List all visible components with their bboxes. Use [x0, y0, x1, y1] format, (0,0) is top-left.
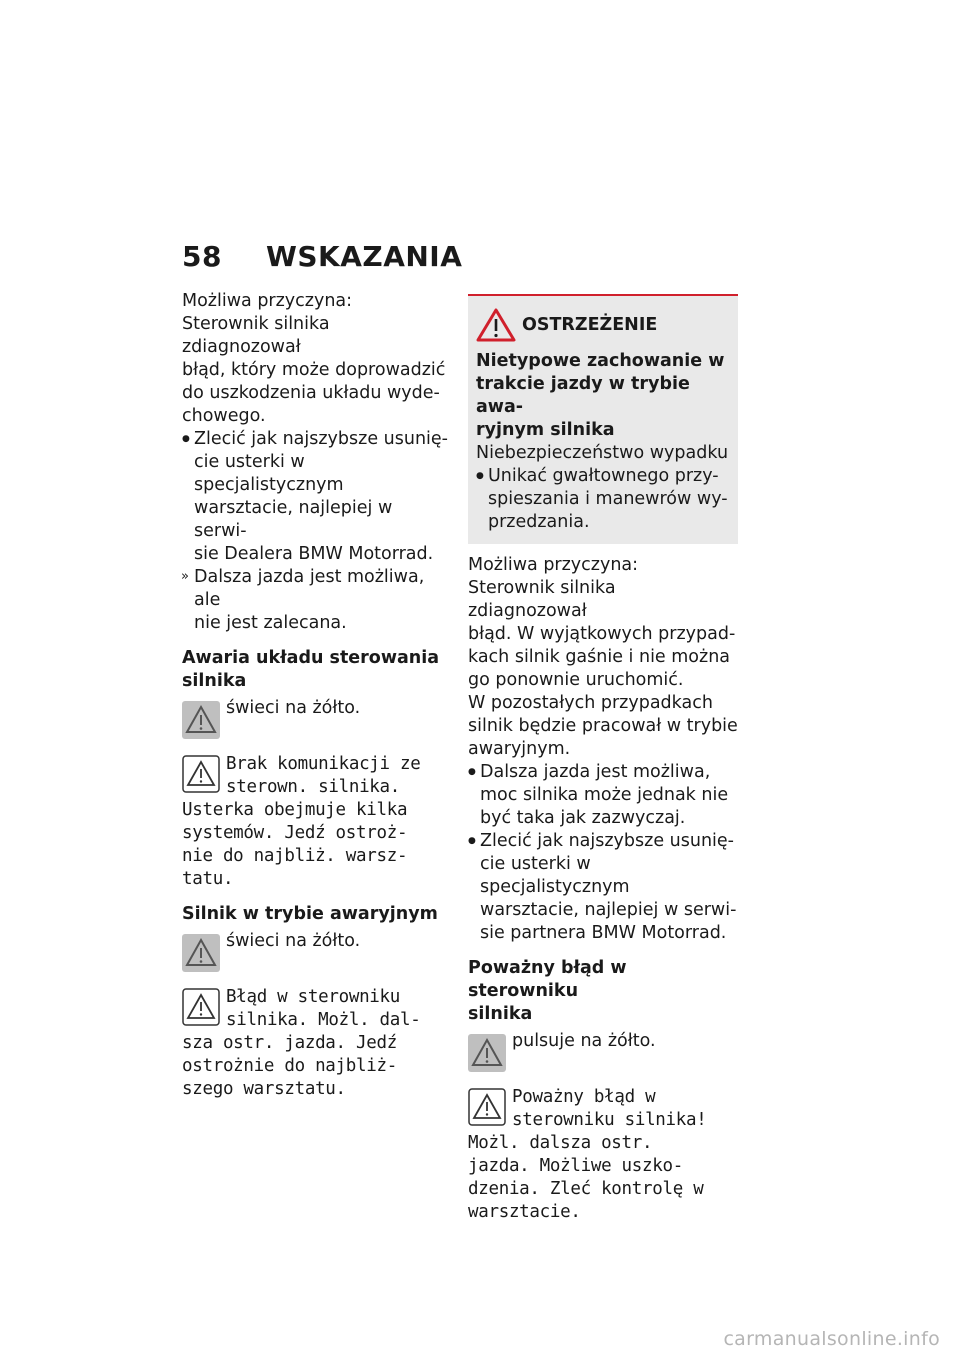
text-line: ● Unikać gwałtownego przy- — [488, 466, 719, 486]
text-line: być taka jak zazwyczaj. — [480, 808, 686, 828]
text-line: silnika — [468, 1004, 533, 1024]
right-column — [468, 294, 738, 1224]
text-line: Nietypowe zachowanie w — [476, 351, 725, 371]
text-line: Sterownik silnika zdiagnozował — [468, 578, 616, 621]
action-bullet — [468, 830, 738, 945]
text-line: błąd. W wyjątkowych przypad- — [468, 624, 736, 644]
warning-triangle-outline-icon — [182, 755, 220, 793]
text-line: warsztacie, najlepiej w serwi- — [480, 900, 737, 920]
section-heading — [468, 957, 738, 1026]
text-line: kach silnik gaśnie i nie można — [468, 647, 731, 667]
section-title: WSKAZANIA — [265, 240, 463, 273]
text-line: Sterownik silnika zdiagnozował — [182, 314, 330, 357]
indicator-lamp-row — [468, 1030, 738, 1072]
text-line: Błąd w sterowniku — [226, 987, 401, 1007]
action-bullet — [182, 428, 450, 566]
lamp-description: świeci na żółto. — [226, 698, 361, 718]
text-line: przedzania. — [488, 512, 590, 532]
cause-paragraph — [468, 554, 738, 761]
text-line: Możl. dalsza ostr. — [468, 1133, 653, 1153]
text-line: go ponownie uruchomić. — [468, 670, 684, 690]
text-line: dzenia. Zleć kontrolę w — [468, 1179, 704, 1199]
text-line: » Dalsza jazda jest możliwa, ale — [194, 567, 425, 610]
general-warning-lamp-icon — [182, 701, 220, 739]
text-line: systemów. Jedź ostroż- — [182, 823, 408, 843]
text-line: ● Dalsza jazda jest możliwa, — [480, 762, 711, 782]
warning-box — [468, 294, 738, 544]
indicator-lamp-row — [182, 930, 450, 972]
text-line: Możliwa przyczyna: — [182, 291, 353, 311]
red-warning-triangle-icon — [476, 308, 516, 342]
section-heading — [182, 647, 450, 693]
page-header — [182, 240, 462, 273]
text-line: silnika. Możl. dal- — [226, 1010, 421, 1030]
text-line: do uszkodzenia układu wyde- — [182, 383, 440, 403]
text-line: cie usterki w specjalistycznym — [194, 452, 344, 495]
text-line: błąd, który może doprowadzić — [182, 360, 446, 380]
text-line: nie jest zalecana. — [194, 613, 347, 633]
text-line: ostrożnie do najbliż- — [182, 1056, 397, 1076]
text-line: sie Dealera BMW Motorrad. — [194, 544, 434, 564]
text-line: nie do najbliż. warsz- — [182, 846, 408, 866]
left-column — [182, 290, 450, 1101]
page-number: 58 — [182, 240, 222, 273]
text-line: szego warsztatu. — [182, 1079, 346, 1099]
text-line: warsztacie. — [468, 1202, 581, 1222]
text-line: sie partnera BMW Motorrad. — [480, 923, 727, 943]
warning-bullet — [476, 465, 730, 534]
section-heading: Silnik w trybie awaryjnym — [182, 904, 438, 924]
action-bullet — [468, 761, 738, 830]
display-message — [182, 753, 450, 891]
text-line: tatu. — [182, 869, 234, 889]
display-message — [182, 986, 450, 1101]
text-line: awaryjnym. — [468, 739, 571, 759]
text-line: silnika — [182, 671, 247, 691]
warning-heading — [476, 350, 730, 442]
text-line: jazda. Możliwe uszko- — [468, 1156, 683, 1176]
text-line: ryjnym silnika — [476, 420, 615, 440]
text-line: sza ostr. jazda. Jedź — [182, 1033, 397, 1053]
general-warning-lamp-icon — [182, 934, 220, 972]
warning-triangle-outline-icon — [182, 988, 220, 1026]
text-line: sterown. silnika. — [226, 777, 401, 797]
text-line: sterowniku silnika! — [512, 1110, 707, 1130]
cause-paragraph — [182, 290, 450, 428]
watermark: carmanualsonline.info — [723, 1328, 940, 1350]
text-line: warsztacie, najlepiej w serwi- — [194, 498, 393, 541]
display-message — [468, 1086, 738, 1224]
warning-text: Niebezpieczeństwo wypadku — [476, 443, 729, 463]
text-line: trakcie jazdy w trybie awa- — [476, 374, 690, 417]
text-line: Brak komunikacji ze — [226, 754, 421, 774]
text-line: chowego. — [182, 406, 266, 426]
text-line: spieszania i manewrów wy- — [488, 489, 728, 509]
text-line: ● Zlecić jak najszybsze usunię- — [480, 831, 734, 851]
text-line: silnik będzie pracował w trybie — [468, 716, 738, 736]
lamp-description: pulsuje na żółto. — [512, 1031, 656, 1051]
indicator-lamp-row — [182, 697, 450, 739]
text-line: Poważny błąd w sterowniku — [468, 958, 627, 1001]
text-line: Usterka obejmuje kilka — [182, 800, 408, 820]
text-line: moc silnika może jednak nie — [480, 785, 729, 805]
result-item — [182, 566, 450, 635]
warning-title: OSTRZEŻENIE — [522, 315, 658, 335]
text-line: Awaria układu sterowania — [182, 648, 440, 668]
warning-triangle-outline-icon — [468, 1088, 506, 1126]
warning-title-row — [476, 308, 730, 342]
text-line: W pozostałych przypadkach — [468, 693, 713, 713]
lamp-description: świeci na żółto. — [226, 931, 361, 951]
text-line: Poważny błąd w — [512, 1087, 656, 1107]
text-line: cie usterki w specjalistycznym — [480, 854, 630, 897]
general-warning-lamp-icon — [468, 1034, 506, 1072]
text-line: Możliwa przyczyna: — [468, 555, 639, 575]
text-line: ● Zlecić jak najszybsze usunię- — [194, 429, 448, 449]
